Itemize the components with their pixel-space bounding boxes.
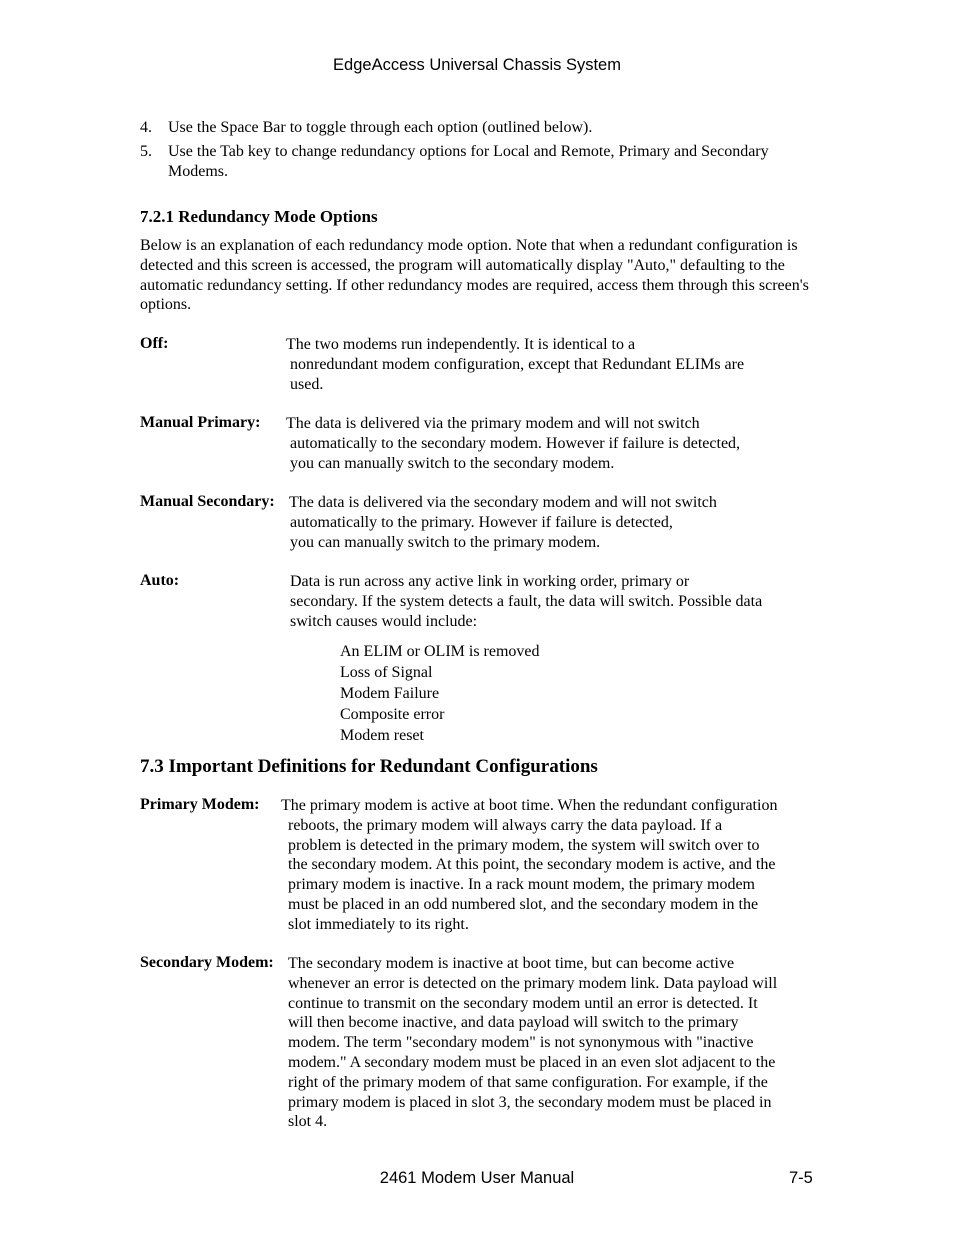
desc-line: you can manually switch to the secondary modem. — [290, 454, 615, 472]
option-desc-off — [286, 335, 744, 394]
option-term-auto: Auto: — [140, 572, 180, 589]
desc-line: automatically to the secondary modem. However if failure is detected, — [290, 434, 741, 452]
definition-term-primary-modem: Primary Modem: — [140, 796, 260, 813]
footer-manual-title: 2461 Modem User Manual — [379, 1169, 575, 1187]
option-term-manual-primary: Manual Primary: — [140, 414, 261, 431]
desc-line: The primary modem is active at boot time. When the redundant configuration — [281, 797, 778, 814]
step-list — [140, 118, 820, 182]
desc-line: The data is delivered via the primary modem and will not switch — [286, 415, 700, 432]
page-number: 7-5 — [789, 1169, 813, 1187]
intro-paragraph: Below is an explanation of each redundancy mode option. Note that when a redundant configuration is detected and this screen is accessed, the program will automatically display "Auto," defaulting to the automatic redundancy setting. If other redundancy modes are required, access them through this screen's options. — [140, 237, 809, 314]
list-item: Composite error — [340, 706, 445, 723]
desc-line: primary modem is inactive. In a rack mount modem, the primary modem — [288, 876, 755, 894]
list-item: An ELIM or OLIM is removed — [340, 643, 540, 660]
desc-line: you can manually switch to the primary modem. — [290, 533, 601, 551]
option-term-off: Off: — [140, 335, 169, 352]
list-item: Modem reset — [340, 727, 424, 744]
desc-line: the secondary modem. At this point, the secondary modem is active, and the — [288, 856, 776, 874]
desc-line: slot immediately to its right. — [288, 915, 469, 933]
desc-line: right of the primary modem of that same configuration. For example, if the — [288, 1073, 768, 1091]
desc-line: automatically to the primary. However if failure is detected, — [290, 513, 673, 531]
desc-line: slot 4. — [288, 1113, 328, 1131]
section-heading-7-2-1: 7.2.1 Redundancy Mode Options — [140, 207, 378, 226]
step-item — [140, 142, 820, 182]
definition-term-secondary-modem: Secondary Modem: — [140, 954, 274, 971]
desc-line: The two modems run independently. It is identical to a — [286, 336, 636, 353]
desc-line: whenever an error is detected on the primary modem link. Data payload will — [288, 974, 778, 992]
desc-line: nonredundant modem configuration, except that Redundant ELIMs are — [290, 355, 745, 373]
desc-line: primary modem is placed in slot 3, the secondary modem must be placed in — [288, 1093, 772, 1111]
option-desc-manual-secondary — [289, 493, 717, 552]
desc-line: continue to transmit on the secondary modem until an error is detected. It — [288, 994, 758, 1012]
option-term-manual-secondary: Manual Secondary: — [140, 493, 275, 510]
step-text: Use the Tab key to change redundancy options for Local and Remote, Primary and Secondary Modems. — [168, 143, 769, 180]
desc-line: modem." A secondary modem must be placed in an even slot adjacent to the — [288, 1053, 776, 1071]
desc-line: will then become inactive, and data payload will switch to the primary — [288, 1014, 739, 1032]
desc-line: switch causes would include: — [290, 612, 478, 630]
step-number: 4. — [140, 119, 152, 136]
desc-line: problem is detected in the primary modem, the system will switch over to — [288, 836, 760, 854]
desc-line: must be placed in an odd numbered slot, and the secondary modem in the — [288, 895, 759, 913]
definition-desc-primary-modem — [281, 796, 777, 935]
desc-line: modem. The term "secondary modem" is not synonymous with "inactive — [288, 1034, 754, 1052]
desc-line: The secondary modem is inactive at boot time, but can become active — [288, 955, 735, 972]
desc-line: secondary. If the system detects a fault, the data will switch. Possible data — [290, 592, 763, 610]
desc-line: used. — [290, 375, 324, 393]
list-item: Modem Failure — [340, 685, 440, 702]
list-item: Loss of Signal — [340, 664, 433, 681]
option-desc-auto — [290, 572, 762, 631]
running-header: EdgeAccess Universal Chassis System — [333, 56, 621, 74]
step-number: 5. — [140, 143, 152, 160]
desc-line: reboots, the primary modem will always carry the data payload. If a — [288, 816, 723, 834]
step-text: Use the Space Bar to toggle through each option (outlined below). — [168, 119, 593, 136]
option-desc-manual-primary — [286, 414, 740, 473]
switch-causes-list — [340, 641, 540, 746]
step-item — [140, 118, 820, 138]
desc-line: The data is delivered via the secondary modem and will not switch — [289, 494, 717, 511]
definition-desc-secondary-modem — [288, 954, 777, 1132]
desc-line: Data is run across any active link in working order, primary or — [290, 573, 690, 590]
section-heading-7-3: 7.3 Important Definitions for Redundant Configurations — [140, 756, 598, 777]
